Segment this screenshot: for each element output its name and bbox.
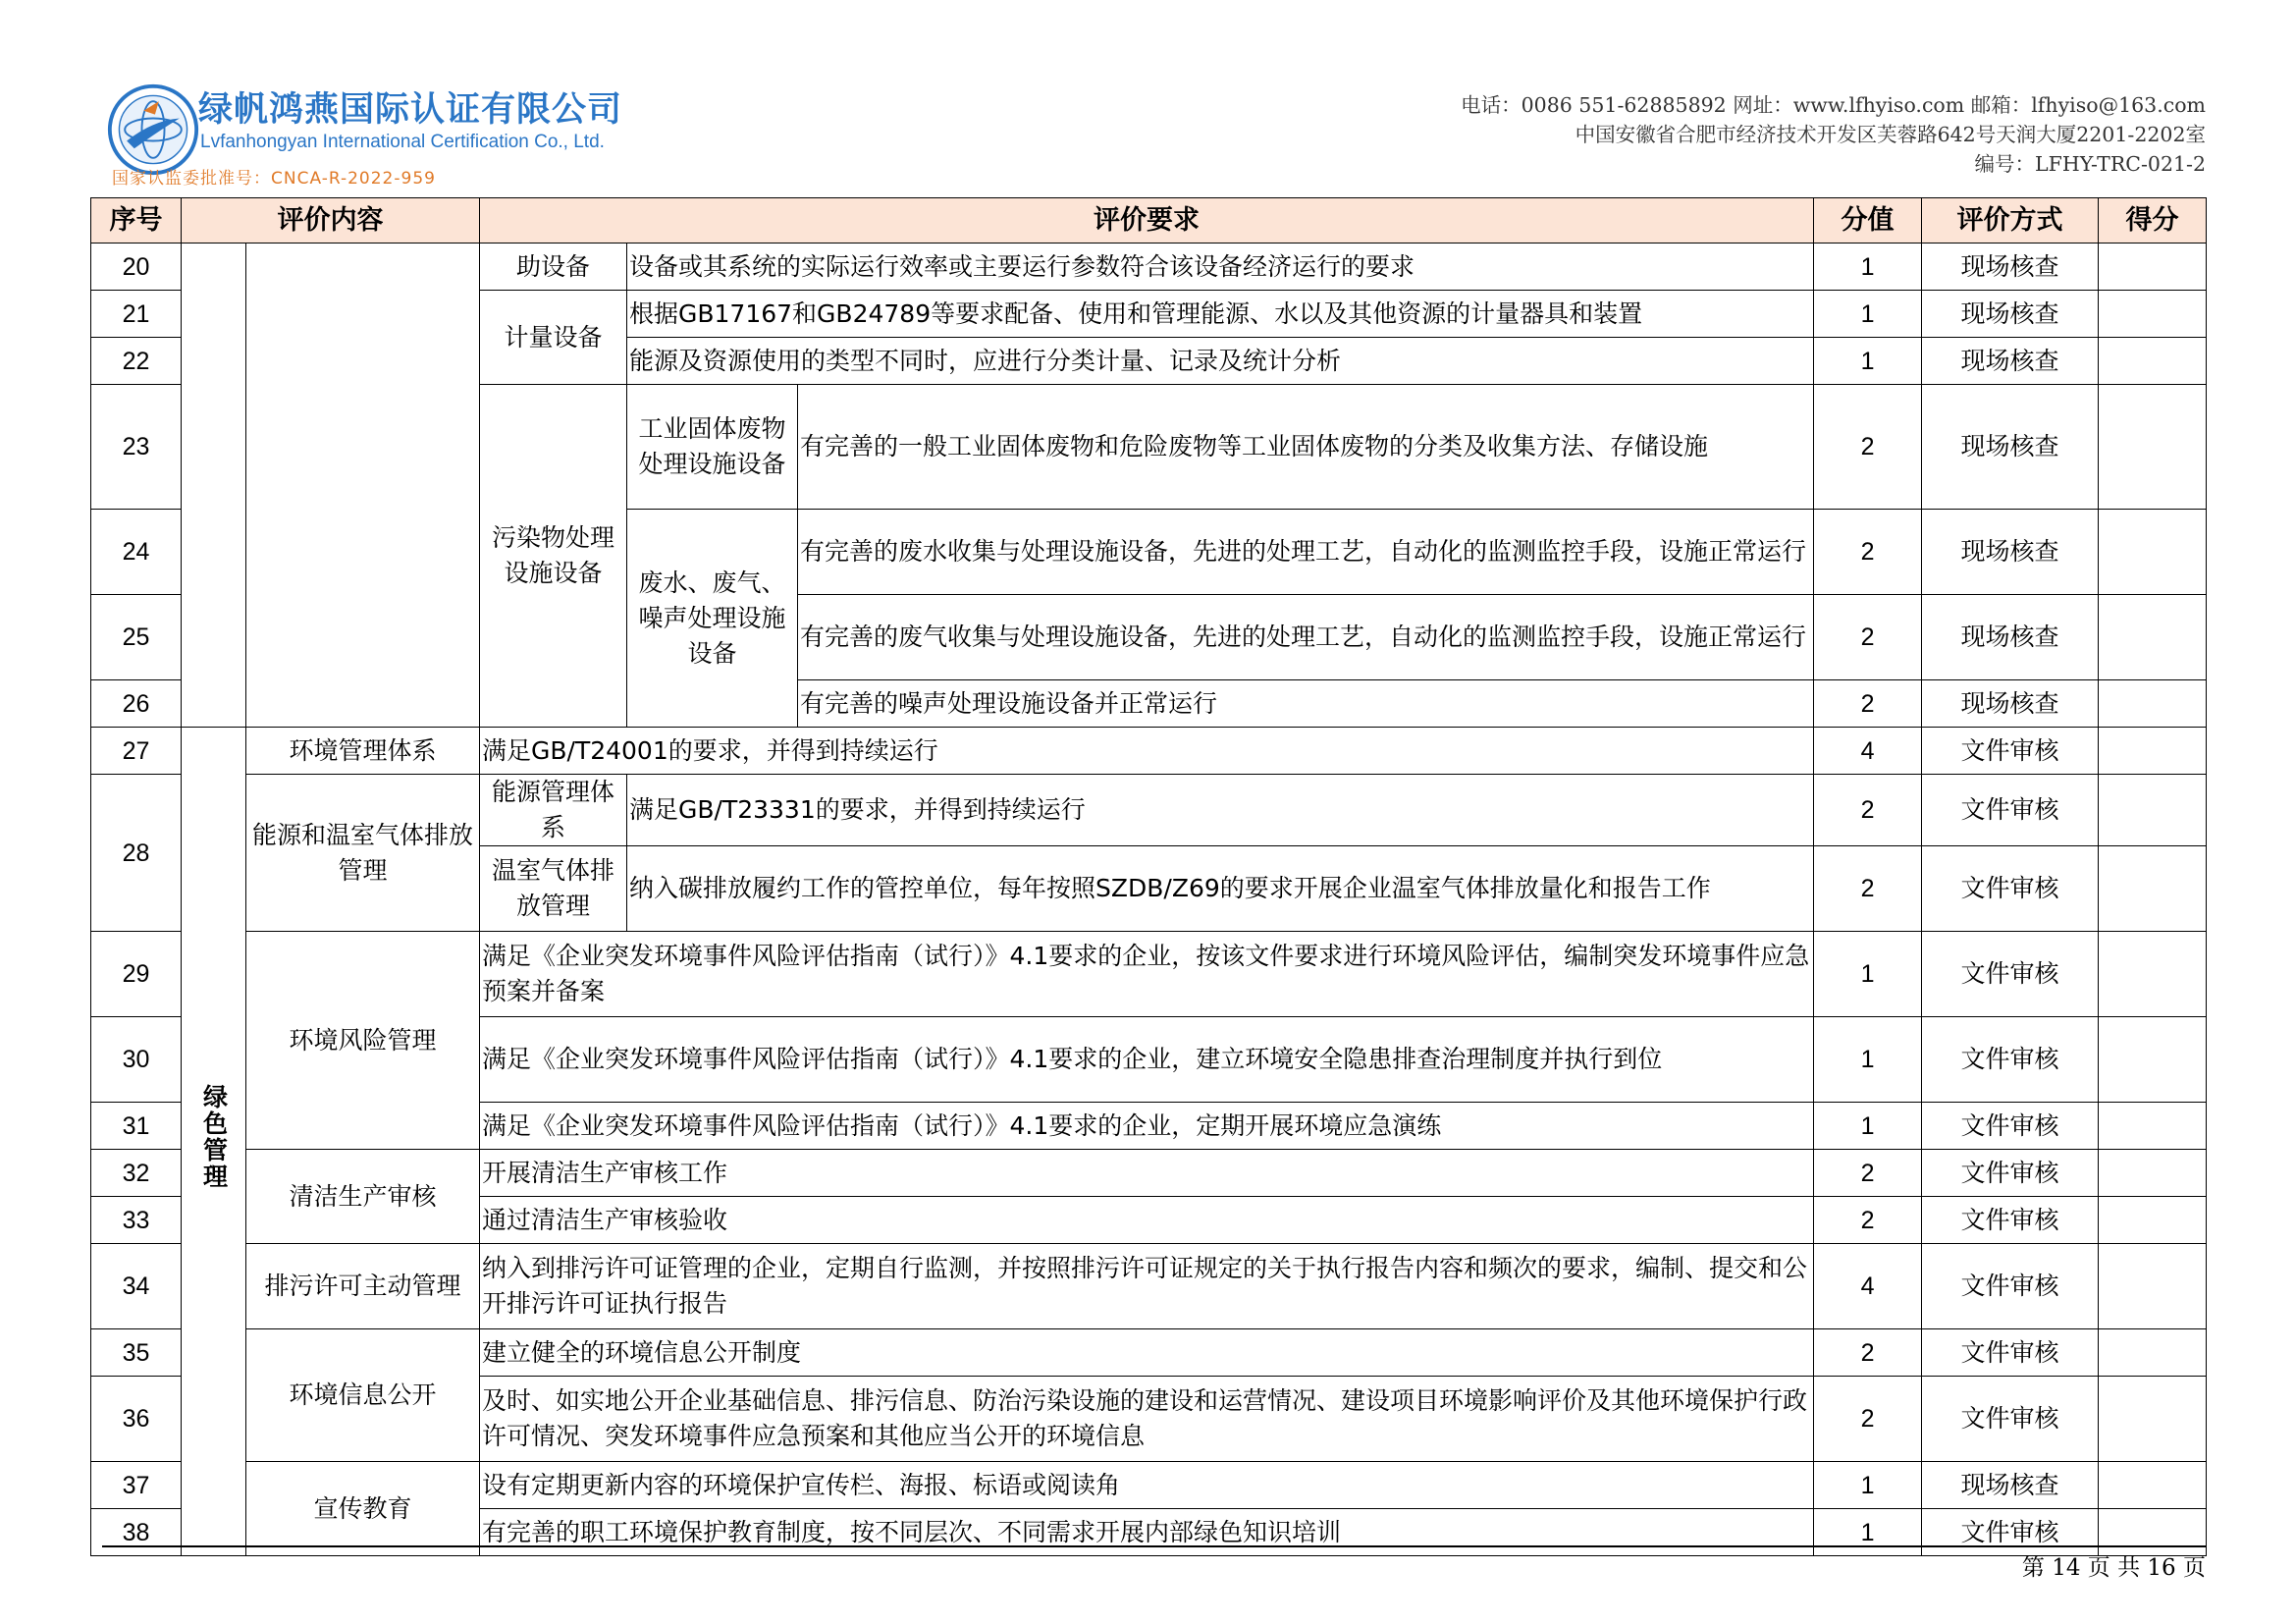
method-value: 现场核查 bbox=[1922, 385, 2099, 510]
requirement-text: 有完善的废气收集与处理设施设备，先进的处理工艺，自动化的监测监控手段，设施正常运行 bbox=[798, 595, 1814, 680]
result-cell[interactable] bbox=[2099, 728, 2207, 775]
result-cell[interactable] bbox=[2099, 1244, 2207, 1329]
header-no: 序号 bbox=[91, 198, 182, 244]
score-value: 2 bbox=[1814, 680, 1922, 728]
result-cell[interactable] bbox=[2099, 1150, 2207, 1197]
content-env-mgmt-system: 环境管理体系 bbox=[246, 728, 480, 775]
requirement-text: 满足《企业突发环境事件风险评估指南（试行）》4.1要求的企业，按该文件要求进行环境风险评估，编制突发环境事件应急预案并备案 bbox=[480, 932, 1814, 1017]
header-result: 得分 bbox=[2099, 198, 2207, 244]
requirement-text: 有完善的一般工业固体废物和危险废物等工业固体废物的分类及收集方法、存储设施 bbox=[798, 385, 1814, 510]
result-cell[interactable] bbox=[2099, 846, 2207, 932]
content-clean-production: 清洁生产审核 bbox=[246, 1150, 480, 1244]
score-value: 1 bbox=[1814, 1103, 1922, 1150]
row-number: 24 bbox=[91, 510, 182, 595]
result-cell[interactable] bbox=[2099, 338, 2207, 385]
table-row bbox=[91, 244, 2207, 291]
row-number: 37 bbox=[91, 1462, 182, 1509]
table-row bbox=[91, 932, 2207, 1017]
score-value: 4 bbox=[1814, 1244, 1922, 1329]
subcategory-aux-equipment: 助设备 bbox=[480, 244, 627, 291]
requirement-text: 纳入碳排放履约工作的管控单位，每年按照SZDB/Z69的要求开展企业温室气体排放量化和报告工作 bbox=[627, 846, 1814, 932]
table-row bbox=[91, 775, 2207, 846]
company-logo bbox=[98, 77, 623, 189]
score-value: 1 bbox=[1814, 932, 1922, 1017]
content-publicity-education: 宣传教育 bbox=[246, 1462, 480, 1556]
score-value: 2 bbox=[1814, 1197, 1922, 1244]
score-value: 1 bbox=[1814, 244, 1922, 291]
header-content: 评价内容 bbox=[182, 198, 480, 244]
row-number: 34 bbox=[91, 1244, 182, 1329]
category-cell-blank bbox=[182, 244, 246, 728]
subcategory-energy-system: 能源管理体系 bbox=[480, 775, 627, 846]
content-energy-ghg: 能源和温室气体排放管理 bbox=[246, 775, 480, 932]
row-number: 27 bbox=[91, 728, 182, 775]
table-row bbox=[91, 728, 2207, 775]
result-cell[interactable] bbox=[2099, 510, 2207, 595]
method-value: 文件审核 bbox=[1922, 846, 2099, 932]
table-row bbox=[91, 1150, 2207, 1197]
result-cell[interactable] bbox=[2099, 775, 2207, 846]
score-value: 2 bbox=[1814, 1150, 1922, 1197]
category-label: 绿色管理 bbox=[199, 1083, 229, 1190]
row-number: 36 bbox=[91, 1377, 182, 1462]
row-number: 28 bbox=[91, 775, 182, 932]
subcategory-wastewater-gas-noise: 废水、废气、噪声处理设施设备 bbox=[627, 510, 798, 728]
row-number: 33 bbox=[91, 1197, 182, 1244]
requirement-text: 及时、如实地公开企业基础信息、排污信息、防治污染设施的建设和运营情况、建设项目环境影响评价及其他环境保护行政许可情况、突发环境事件应急预案和其他应当公开的环境信息 bbox=[480, 1377, 1814, 1462]
row-number: 38 bbox=[91, 1509, 182, 1556]
requirement-text: 有完善的废水收集与处理设施设备，先进的处理工艺，自动化的监测监控手段，设施正常运行 bbox=[798, 510, 1814, 595]
row-number: 23 bbox=[91, 385, 182, 510]
row-number: 25 bbox=[91, 595, 182, 680]
requirement-text: 设有定期更新内容的环境保护宣传栏、海报、标语或阅读角 bbox=[480, 1462, 1814, 1509]
score-value: 2 bbox=[1814, 775, 1922, 846]
requirement-text: 设备或其系统的实际运行效率或主要运行参数符合该设备经济运行的要求 bbox=[627, 244, 1814, 291]
row-number: 21 bbox=[91, 291, 182, 338]
requirement-text: 有完善的噪声处理设施设备并正常运行 bbox=[798, 680, 1814, 728]
score-value: 2 bbox=[1814, 385, 1922, 510]
row-number: 35 bbox=[91, 1329, 182, 1377]
content-env-risk: 环境风险管理 bbox=[246, 932, 480, 1150]
method-value: 现场核查 bbox=[1922, 338, 2099, 385]
requirement-text: 有完善的职工环境保护教育制度，按不同层次、不同需求开展内部绿色知识培训 bbox=[480, 1509, 1814, 1556]
method-value: 现场核查 bbox=[1922, 291, 2099, 338]
result-cell[interactable] bbox=[2099, 1017, 2207, 1103]
row-number: 31 bbox=[91, 1103, 182, 1150]
requirement-text: 通过清洁生产审核验收 bbox=[480, 1197, 1814, 1244]
score-value: 1 bbox=[1814, 1462, 1922, 1509]
certification-emblem-icon bbox=[106, 82, 200, 177]
score-value: 1 bbox=[1814, 1509, 1922, 1556]
method-value: 文件审核 bbox=[1922, 932, 2099, 1017]
result-cell[interactable] bbox=[2099, 291, 2207, 338]
requirement-text: 能源及资源使用的类型不同时，应进行分类计量、记录及统计分析 bbox=[627, 338, 1814, 385]
result-cell[interactable] bbox=[2099, 385, 2207, 510]
content-cell-blank bbox=[246, 244, 480, 728]
result-cell[interactable] bbox=[2099, 244, 2207, 291]
row-number: 30 bbox=[91, 1017, 182, 1103]
company-name-en: Lvfanhongyan International Certification Co., Ltd. bbox=[200, 132, 605, 152]
subcategory-metering: 计量设备 bbox=[480, 291, 627, 385]
score-value: 2 bbox=[1814, 595, 1922, 680]
result-cell[interactable] bbox=[2099, 1462, 2207, 1509]
row-number: 20 bbox=[91, 244, 182, 291]
score-value: 2 bbox=[1814, 846, 1922, 932]
content-env-disclosure: 环境信息公开 bbox=[246, 1329, 480, 1462]
method-value: 文件审核 bbox=[1922, 1103, 2099, 1150]
method-value: 现场核查 bbox=[1922, 244, 2099, 291]
score-value: 2 bbox=[1814, 1377, 1922, 1462]
result-cell[interactable] bbox=[2099, 932, 2207, 1017]
document-number: 编号：LFHY-TRC-021-2 bbox=[1974, 152, 2206, 176]
requirement-text: 纳入到排污许可证管理的企业，定期自行监测，并按照排污许可证规定的关于执行报告内容和频次的要求，编制、提交和公开排污许可证执行报告 bbox=[480, 1244, 1814, 1329]
category-green-management bbox=[182, 728, 246, 1556]
contact-block bbox=[1461, 90, 2206, 179]
subcategory-ghg: 温室气体排放管理 bbox=[480, 846, 627, 932]
result-cell[interactable] bbox=[2099, 595, 2207, 680]
address-line: 中国安徽省合肥市经济技术开发区芙蓉路642号天润大厦2201-2202室 bbox=[1575, 123, 2206, 146]
requirement-text: 满足《企业突发环境事件风险评估指南（试行）》4.1要求的企业，建立环境安全隐患排查治理制度并执行到位 bbox=[480, 1017, 1814, 1103]
method-value: 现场核查 bbox=[1922, 595, 2099, 680]
requirement-text: 满足《企业突发环境事件风险评估指南（试行）》4.1要求的企业，定期开展环境应急演练 bbox=[480, 1103, 1814, 1150]
table-row bbox=[91, 1329, 2207, 1377]
requirement-text: 建立健全的环境信息公开制度 bbox=[480, 1329, 1814, 1377]
content-discharge-permit: 排污许可主动管理 bbox=[246, 1244, 480, 1329]
evaluation-table bbox=[90, 197, 2207, 1556]
method-value: 文件审核 bbox=[1922, 1017, 2099, 1103]
header-requirement: 评价要求 bbox=[480, 198, 1814, 244]
method-value: 文件审核 bbox=[1922, 1377, 2099, 1462]
method-value: 文件审核 bbox=[1922, 1329, 2099, 1377]
score-value: 2 bbox=[1814, 1329, 1922, 1377]
score-value: 4 bbox=[1814, 728, 1922, 775]
table-row bbox=[91, 1244, 2207, 1329]
requirement-text: 满足GB/T23331的要求，并得到持续运行 bbox=[627, 775, 1814, 846]
score-value: 1 bbox=[1814, 291, 1922, 338]
method-value: 文件审核 bbox=[1922, 1509, 2099, 1556]
company-name-cn: 绿帆鸿燕国际认证有限公司 bbox=[198, 90, 623, 130]
method-value: 文件审核 bbox=[1922, 1197, 2099, 1244]
page-number: 第 14 页 共 16 页 bbox=[2021, 1555, 2206, 1581]
row-number: 32 bbox=[91, 1150, 182, 1197]
requirement-text: 满足GB/T24001的要求，并得到持续运行 bbox=[480, 728, 1814, 775]
method-value: 文件审核 bbox=[1922, 1150, 2099, 1197]
requirement-text: 开展清洁生产审核工作 bbox=[480, 1150, 1814, 1197]
footer-divider bbox=[102, 1545, 2207, 1547]
result-cell[interactable] bbox=[2099, 1197, 2207, 1244]
header-score: 分值 bbox=[1814, 198, 1922, 244]
header-method: 评价方式 bbox=[1922, 198, 2099, 244]
requirement-text: 根据GB17167和GB24789等要求配备、使用和管理能源、水以及其他资源的计量器具和装置 bbox=[627, 291, 1814, 338]
table-header-row bbox=[91, 198, 2207, 244]
method-value: 现场核查 bbox=[1922, 680, 2099, 728]
method-value: 文件审核 bbox=[1922, 1244, 2099, 1329]
result-cell[interactable] bbox=[2099, 1377, 2207, 1462]
score-value: 2 bbox=[1814, 510, 1922, 595]
contact-line: 电话：0086 551-62885892 网址：www.lfhyiso.com 邮箱：lfhyiso@163.com bbox=[1461, 93, 2206, 117]
score-value: 1 bbox=[1814, 338, 1922, 385]
table-row bbox=[91, 1462, 2207, 1509]
method-value: 现场核查 bbox=[1922, 510, 2099, 595]
row-number: 29 bbox=[91, 932, 182, 1017]
score-value: 1 bbox=[1814, 1017, 1922, 1103]
method-value: 文件审核 bbox=[1922, 728, 2099, 775]
row-number: 26 bbox=[91, 680, 182, 728]
approval-number: 国家认监委批准号：CNCA-R-2022-959 bbox=[112, 169, 436, 189]
result-cell[interactable] bbox=[2099, 1103, 2207, 1150]
subcategory-pollution-facilities: 污染物处理设施设备 bbox=[480, 385, 627, 728]
row-number: 22 bbox=[91, 338, 182, 385]
result-cell[interactable] bbox=[2099, 680, 2207, 728]
result-cell[interactable] bbox=[2099, 1329, 2207, 1377]
method-value: 文件审核 bbox=[1922, 775, 2099, 846]
method-value: 现场核查 bbox=[1922, 1462, 2099, 1509]
subcategory-solid-waste: 工业固体废物处理设施设备 bbox=[627, 385, 798, 510]
